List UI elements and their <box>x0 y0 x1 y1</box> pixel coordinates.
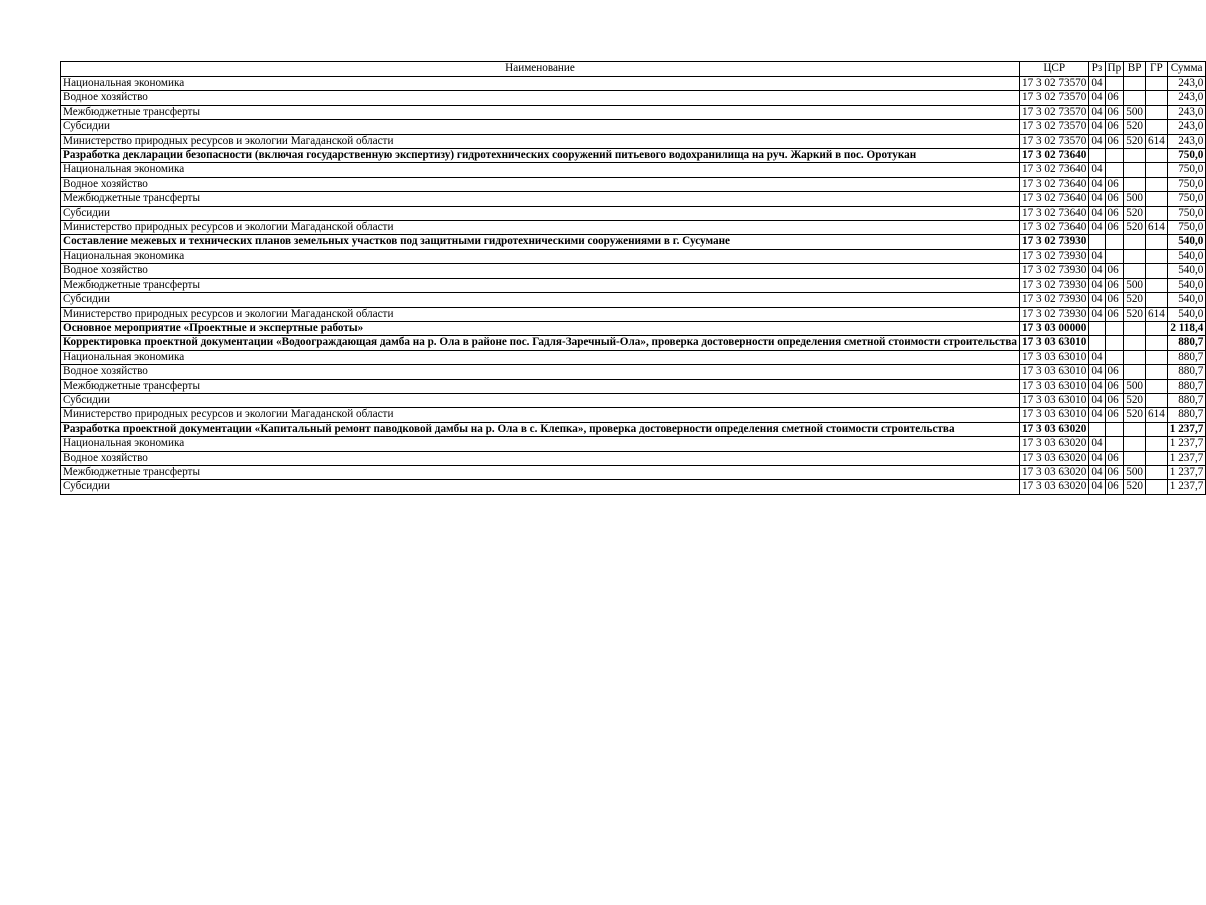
row-pr-cell <box>1105 437 1124 451</box>
row-name-cell: Национальная экономика <box>61 77 1020 91</box>
row-pr-cell: 06 <box>1105 451 1124 465</box>
row-gr-cell <box>1146 235 1168 249</box>
row-vr-cell: 500 <box>1124 465 1146 479</box>
row-csr-cell: 17 3 02 73930 <box>1020 278 1089 292</box>
row-gr-cell <box>1146 120 1168 134</box>
row-pr-cell: 06 <box>1105 365 1124 379</box>
row-name-cell: Национальная экономика <box>61 437 1020 451</box>
row-rz-cell <box>1089 235 1105 249</box>
row-rz-cell: 04 <box>1089 264 1105 278</box>
row-vr-cell: 520 <box>1124 393 1146 407</box>
row-name-cell: Субсидии <box>61 293 1020 307</box>
row-rz-cell: 04 <box>1089 293 1105 307</box>
row-gr-cell <box>1146 437 1168 451</box>
row-pr-cell: 06 <box>1105 307 1124 321</box>
row-sum-cell: 750,0 <box>1167 192 1206 206</box>
row-csr-cell: 17 3 03 63020 <box>1020 437 1089 451</box>
row-rz-cell: 04 <box>1089 480 1105 494</box>
table-row <box>61 264 1206 278</box>
row-csr-cell: 17 3 03 63020 <box>1020 422 1089 436</box>
row-pr-cell: 06 <box>1105 480 1124 494</box>
row-gr-cell: 614 <box>1146 221 1168 235</box>
table-row <box>61 437 1206 451</box>
table-row <box>61 293 1206 307</box>
table-row <box>61 206 1206 220</box>
row-csr-cell: 17 3 03 63010 <box>1020 350 1089 364</box>
row-csr-cell: 17 3 02 73640 <box>1020 192 1089 206</box>
row-sum-cell: 540,0 <box>1167 235 1206 249</box>
row-gr-cell <box>1146 278 1168 292</box>
header-rz: Рз <box>1089 62 1105 77</box>
row-vr-cell: 520 <box>1124 221 1146 235</box>
row-csr-cell: 17 3 03 63010 <box>1020 379 1089 393</box>
row-rz-cell: 04 <box>1089 451 1105 465</box>
table-row <box>61 77 1206 91</box>
row-gr-cell <box>1146 480 1168 494</box>
row-name-cell: Министерство природных ресурсов и экологии Магаданской области <box>61 307 1020 321</box>
row-sum-cell: 2 118,4 <box>1167 321 1206 335</box>
table-row <box>61 393 1206 407</box>
row-vr-cell: 520 <box>1124 480 1146 494</box>
row-name-cell: Межбюджетные трансферты <box>61 105 1020 119</box>
row-sum-cell: 880,7 <box>1167 336 1206 350</box>
row-sum-cell: 750,0 <box>1167 177 1206 191</box>
row-vr-cell: 500 <box>1124 192 1146 206</box>
row-gr-cell <box>1146 91 1168 105</box>
row-rz-cell: 04 <box>1089 408 1105 422</box>
row-gr-cell: 614 <box>1146 134 1168 148</box>
row-gr-cell <box>1146 350 1168 364</box>
row-name-cell: Национальная экономика <box>61 163 1020 177</box>
row-rz-cell: 04 <box>1089 177 1105 191</box>
row-csr-cell: 17 3 02 73930 <box>1020 249 1089 263</box>
row-rz-cell: 04 <box>1089 379 1105 393</box>
row-gr-cell <box>1146 105 1168 119</box>
row-vr-cell <box>1124 437 1146 451</box>
row-name-cell: Министерство природных ресурсов и экологии Магаданской области <box>61 134 1020 148</box>
row-name-cell: Разработка проектной документации «Капитальный ремонт паводковой дамбы на р. Ола в с. Клепка», проверка достоверности определения сметной стоимости строительства <box>61 422 1020 436</box>
table-row <box>61 350 1206 364</box>
table-row <box>61 149 1206 163</box>
row-rz-cell: 04 <box>1089 393 1105 407</box>
row-csr-cell: 17 3 03 63020 <box>1020 480 1089 494</box>
row-pr-cell <box>1105 336 1124 350</box>
row-sum-cell: 750,0 <box>1167 149 1206 163</box>
row-vr-cell <box>1124 264 1146 278</box>
row-sum-cell: 243,0 <box>1167 105 1206 119</box>
row-name-cell: Субсидии <box>61 393 1020 407</box>
row-sum-cell: 750,0 <box>1167 206 1206 220</box>
row-csr-cell: 17 3 02 73640 <box>1020 149 1089 163</box>
row-vr-cell <box>1124 177 1146 191</box>
row-rz-cell: 04 <box>1089 77 1105 91</box>
row-sum-cell: 750,0 <box>1167 221 1206 235</box>
row-rz-cell: 04 <box>1089 134 1105 148</box>
row-name-cell: Водное хозяйство <box>61 91 1020 105</box>
table-body <box>61 77 1206 495</box>
table-row <box>61 177 1206 191</box>
row-csr-cell: 17 3 02 73930 <box>1020 264 1089 278</box>
row-pr-cell <box>1105 321 1124 335</box>
row-vr-cell: 500 <box>1124 105 1146 119</box>
row-rz-cell: 04 <box>1089 206 1105 220</box>
row-rz-cell: 04 <box>1089 307 1105 321</box>
row-name-cell: Межбюджетные трансферты <box>61 465 1020 479</box>
row-csr-cell: 17 3 02 73930 <box>1020 293 1089 307</box>
row-pr-cell: 06 <box>1105 177 1124 191</box>
table-row <box>61 379 1206 393</box>
table-row <box>61 120 1206 134</box>
table-row <box>61 451 1206 465</box>
row-vr-cell <box>1124 422 1146 436</box>
table-row <box>61 480 1206 494</box>
row-rz-cell: 04 <box>1089 221 1105 235</box>
row-gr-cell <box>1146 393 1168 407</box>
row-pr-cell: 06 <box>1105 221 1124 235</box>
row-sum-cell: 750,0 <box>1167 163 1206 177</box>
row-pr-cell: 06 <box>1105 393 1124 407</box>
row-csr-cell: 17 3 02 73640 <box>1020 163 1089 177</box>
table-row <box>61 163 1206 177</box>
row-sum-cell: 880,7 <box>1167 393 1206 407</box>
row-gr-cell <box>1146 249 1168 263</box>
row-name-cell: Водное хозяйство <box>61 451 1020 465</box>
row-rz-cell: 04 <box>1089 192 1105 206</box>
row-rz-cell: 04 <box>1089 365 1105 379</box>
row-vr-cell <box>1124 249 1146 263</box>
row-sum-cell: 243,0 <box>1167 120 1206 134</box>
row-sum-cell: 540,0 <box>1167 249 1206 263</box>
row-gr-cell <box>1146 336 1168 350</box>
row-name-cell: Министерство природных ресурсов и экологии Магаданской области <box>61 221 1020 235</box>
row-gr-cell <box>1146 264 1168 278</box>
row-vr-cell <box>1124 336 1146 350</box>
row-vr-cell: 520 <box>1124 120 1146 134</box>
row-csr-cell: 17 3 03 63010 <box>1020 393 1089 407</box>
row-sum-cell: 1 237,7 <box>1167 480 1206 494</box>
row-pr-cell: 06 <box>1105 379 1124 393</box>
row-pr-cell: 06 <box>1105 465 1124 479</box>
row-rz-cell: 04 <box>1089 249 1105 263</box>
row-sum-cell: 243,0 <box>1167 77 1206 91</box>
table-row <box>61 321 1206 335</box>
row-rz-cell: 04 <box>1089 350 1105 364</box>
row-csr-cell: 17 3 03 63020 <box>1020 465 1089 479</box>
row-name-cell: Субсидии <box>61 480 1020 494</box>
table-row <box>61 91 1206 105</box>
row-pr-cell <box>1105 350 1124 364</box>
row-gr-cell <box>1146 149 1168 163</box>
row-name-cell: Разработка декларации безопасности (включая государственную экспертизу) гидротехнических сооружений питьевого водохранилища на руч. Жаркий в пос. Оротукан <box>61 149 1020 163</box>
header-pr: Пр <box>1105 62 1124 77</box>
row-gr-cell <box>1146 379 1168 393</box>
row-gr-cell <box>1146 177 1168 191</box>
table-row <box>61 408 1206 422</box>
row-sum-cell: 880,7 <box>1167 365 1206 379</box>
row-csr-cell: 17 3 02 73570 <box>1020 77 1089 91</box>
row-csr-cell: 17 3 03 63010 <box>1020 336 1089 350</box>
row-sum-cell: 1 237,7 <box>1167 451 1206 465</box>
row-pr-cell: 06 <box>1105 264 1124 278</box>
table-row <box>61 105 1206 119</box>
row-pr-cell <box>1105 235 1124 249</box>
row-pr-cell: 06 <box>1105 293 1124 307</box>
row-csr-cell: 17 3 03 00000 <box>1020 321 1089 335</box>
row-name-cell: Основное мероприятие «Проектные и экспертные работы» <box>61 321 1020 335</box>
row-pr-cell: 06 <box>1105 206 1124 220</box>
table-row <box>61 221 1206 235</box>
row-name-cell: Водное хозяйство <box>61 365 1020 379</box>
row-vr-cell: 520 <box>1124 293 1146 307</box>
row-rz-cell: 04 <box>1089 163 1105 177</box>
header-gr: ГР <box>1146 62 1168 77</box>
row-vr-cell: 520 <box>1124 408 1146 422</box>
row-csr-cell: 17 3 03 63010 <box>1020 408 1089 422</box>
row-gr-cell <box>1146 192 1168 206</box>
row-csr-cell: 17 3 02 73930 <box>1020 307 1089 321</box>
row-sum-cell: 540,0 <box>1167 278 1206 292</box>
row-csr-cell: 17 3 02 73640 <box>1020 177 1089 191</box>
table-row <box>61 278 1206 292</box>
row-name-cell: Межбюджетные трансферты <box>61 278 1020 292</box>
row-vr-cell: 520 <box>1124 134 1146 148</box>
row-gr-cell <box>1146 321 1168 335</box>
header-name: Наименование <box>61 62 1020 77</box>
row-name-cell: Национальная экономика <box>61 249 1020 263</box>
row-rz-cell: 04 <box>1089 91 1105 105</box>
table-row <box>61 465 1206 479</box>
row-sum-cell: 243,0 <box>1167 91 1206 105</box>
row-csr-cell: 17 3 02 73570 <box>1020 134 1089 148</box>
row-pr-cell: 06 <box>1105 408 1124 422</box>
row-name-cell: Межбюджетные трансферты <box>61 379 1020 393</box>
row-sum-cell: 1 237,7 <box>1167 422 1206 436</box>
row-csr-cell: 17 3 02 73640 <box>1020 206 1089 220</box>
row-csr-cell: 17 3 03 63010 <box>1020 365 1089 379</box>
table-header-row <box>61 62 1206 77</box>
row-csr-cell: 17 3 03 63020 <box>1020 451 1089 465</box>
row-rz-cell: 04 <box>1089 465 1105 479</box>
row-vr-cell <box>1124 350 1146 364</box>
row-sum-cell: 540,0 <box>1167 264 1206 278</box>
row-gr-cell: 614 <box>1146 307 1168 321</box>
header-vr: ВР <box>1124 62 1146 77</box>
table-row <box>61 365 1206 379</box>
row-rz-cell <box>1089 321 1105 335</box>
row-pr-cell <box>1105 149 1124 163</box>
row-vr-cell <box>1124 77 1146 91</box>
row-rz-cell: 04 <box>1089 437 1105 451</box>
row-csr-cell: 17 3 02 73640 <box>1020 221 1089 235</box>
row-sum-cell: 1 237,7 <box>1167 437 1206 451</box>
row-vr-cell: 520 <box>1124 307 1146 321</box>
row-vr-cell <box>1124 149 1146 163</box>
row-vr-cell: 500 <box>1124 278 1146 292</box>
row-gr-cell <box>1146 422 1168 436</box>
row-rz-cell <box>1089 336 1105 350</box>
row-pr-cell <box>1105 422 1124 436</box>
table-row <box>61 249 1206 263</box>
row-name-cell: Национальная экономика <box>61 350 1020 364</box>
row-name-cell: Министерство природных ресурсов и экологии Магаданской области <box>61 408 1020 422</box>
row-pr-cell: 06 <box>1105 192 1124 206</box>
row-csr-cell: 17 3 02 73570 <box>1020 105 1089 119</box>
row-vr-cell <box>1124 163 1146 177</box>
row-vr-cell: 520 <box>1124 206 1146 220</box>
row-sum-cell: 540,0 <box>1167 307 1206 321</box>
row-vr-cell <box>1124 235 1146 249</box>
row-gr-cell <box>1146 365 1168 379</box>
row-rz-cell: 04 <box>1089 278 1105 292</box>
row-name-cell: Составление межевых и технических планов земельных участков под защитными гидротехническими сооружениями в г. Сусумане <box>61 235 1020 249</box>
row-pr-cell: 06 <box>1105 134 1124 148</box>
row-sum-cell: 880,7 <box>1167 350 1206 364</box>
row-vr-cell <box>1124 321 1146 335</box>
table-row <box>61 336 1206 350</box>
table-row <box>61 192 1206 206</box>
table-row <box>61 422 1206 436</box>
row-vr-cell <box>1124 451 1146 465</box>
row-rz-cell: 04 <box>1089 120 1105 134</box>
row-pr-cell: 06 <box>1105 120 1124 134</box>
header-sum: Сумма <box>1167 62 1206 77</box>
row-gr-cell <box>1146 293 1168 307</box>
row-gr-cell <box>1146 77 1168 91</box>
row-name-cell: Межбюджетные трансферты <box>61 192 1020 206</box>
row-name-cell: Субсидии <box>61 206 1020 220</box>
row-sum-cell: 880,7 <box>1167 379 1206 393</box>
row-vr-cell <box>1124 91 1146 105</box>
row-pr-cell <box>1105 163 1124 177</box>
header-csr: ЦСР <box>1020 62 1089 77</box>
row-name-cell: Водное хозяйство <box>61 264 1020 278</box>
row-pr-cell: 06 <box>1105 278 1124 292</box>
row-gr-cell <box>1146 465 1168 479</box>
row-pr-cell: 06 <box>1105 105 1124 119</box>
row-vr-cell: 500 <box>1124 379 1146 393</box>
row-rz-cell: 04 <box>1089 105 1105 119</box>
row-sum-cell: 243,0 <box>1167 134 1206 148</box>
row-vr-cell <box>1124 365 1146 379</box>
row-gr-cell <box>1146 163 1168 177</box>
row-pr-cell: 06 <box>1105 91 1124 105</box>
table-row <box>61 307 1206 321</box>
row-name-cell: Корректировка проектной документации «Водоограждающая дамба на р. Ола в районе пос. Гадля-Заречный-Ола», проверка достоверности определения сметной стоимости строительства <box>61 336 1020 350</box>
row-name-cell: Водное хозяйство <box>61 177 1020 191</box>
row-gr-cell <box>1146 451 1168 465</box>
row-sum-cell: 540,0 <box>1167 293 1206 307</box>
row-sum-cell: 1 237,7 <box>1167 465 1206 479</box>
row-csr-cell: 17 3 02 73930 <box>1020 235 1089 249</box>
row-gr-cell <box>1146 206 1168 220</box>
row-pr-cell <box>1105 77 1124 91</box>
row-sum-cell: 880,7 <box>1167 408 1206 422</box>
table-row <box>61 134 1206 148</box>
row-gr-cell: 614 <box>1146 408 1168 422</box>
row-pr-cell <box>1105 249 1124 263</box>
row-rz-cell <box>1089 149 1105 163</box>
row-name-cell: Субсидии <box>61 120 1020 134</box>
row-rz-cell <box>1089 422 1105 436</box>
table-row <box>61 235 1206 249</box>
row-csr-cell: 17 3 02 73570 <box>1020 120 1089 134</box>
budget-table <box>60 61 1206 495</box>
row-csr-cell: 17 3 02 73570 <box>1020 91 1089 105</box>
